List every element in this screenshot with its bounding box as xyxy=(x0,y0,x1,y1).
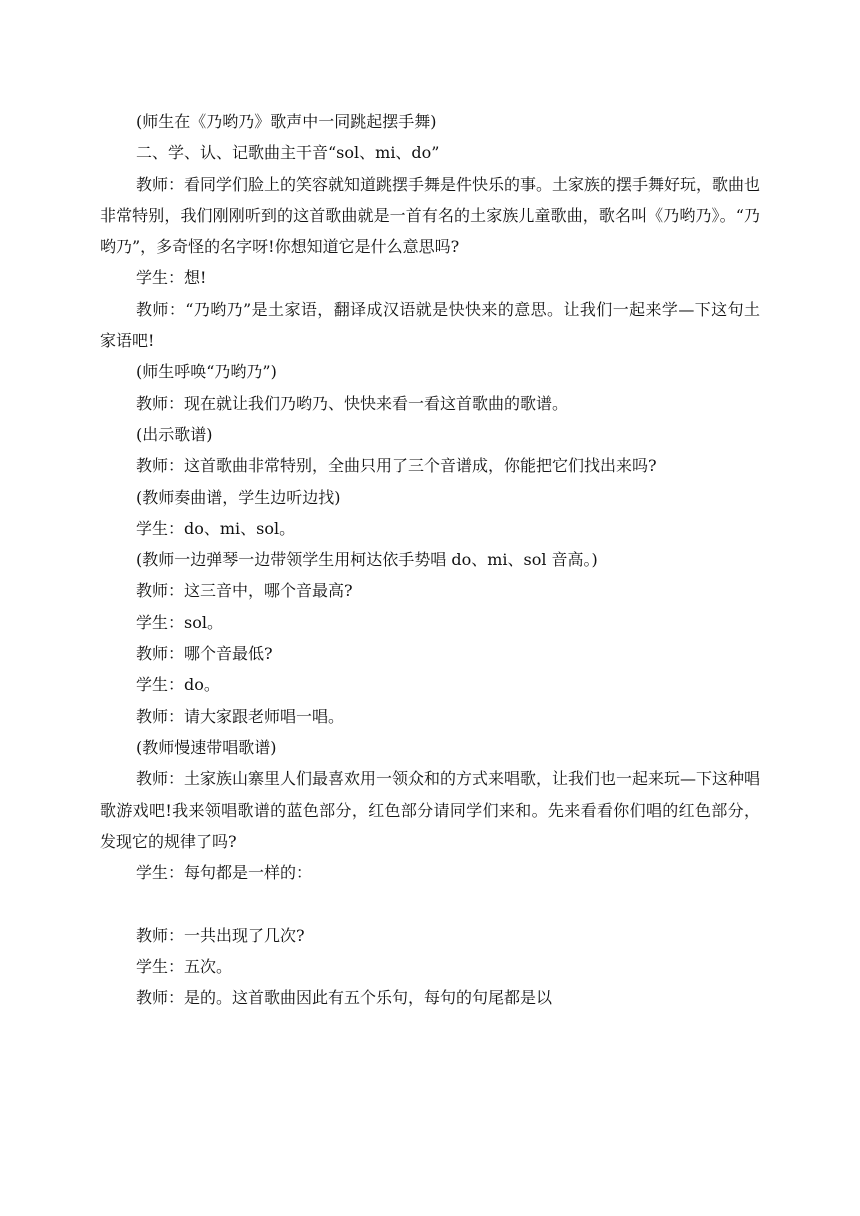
blank-line xyxy=(100,888,760,919)
paragraph: 教师：哪个音最低? xyxy=(136,644,273,664)
paragraph: 学生：想! xyxy=(136,268,207,288)
paragraph: (出示歌谱) xyxy=(136,424,213,444)
paragraph: 学生：每句都是一样的： xyxy=(136,863,313,883)
paragraph: 学生：五次。 xyxy=(136,957,233,977)
paragraph: (教师慢速带唱歌谱) xyxy=(136,737,277,757)
section-heading: 二、学、认、记歌曲主干音“sol、mi、do” xyxy=(136,143,440,163)
paragraph: (师生呼唤“乃哟乃”) xyxy=(136,362,277,382)
paragraph: (教师奏曲谱，学生边听边找) xyxy=(136,487,341,507)
paragraph: 教师：土家族山寨里人们最喜欢用一领众和的方式来唱歌，让我们也一起来玩—下这种唱歌游戏吧!我来领唱歌谱的蓝色部分，红色部分请同学们来和。先来看看你们唱的红色部分，发现它的规律了吗? xyxy=(100,769,761,851)
paragraph: 教师：现在就让我们乃哟乃、快快来看一看这首歌曲的歌谱。 xyxy=(136,393,569,413)
paragraph: 教师：看同学们脸上的笑容就知道跳摆手舞是件快乐的事。土家族的摆手舞好玩，歌曲也非常特别，我们刚刚听到的这首歌曲就是一首有名的土家族儿童歌曲，歌名叫《乃哟乃》。“乃哟乃”，多奇怪的名字呀!你想知道它是什么意思吗? xyxy=(100,174,761,257)
paragraph: 教师：请大家跟老师唱一唱。 xyxy=(136,706,345,726)
paragraph: 教师：一共出现了几次? xyxy=(136,925,305,945)
paragraph: 教师：“乃哟乃”是土家语，翻译成汉语就是快快来的意思。让我们一起来学—下这句土家语吧! xyxy=(100,299,760,351)
paragraph: 教师：是的。这首歌曲因此有五个乐句，每句的句尾都是以 xyxy=(136,988,553,1008)
paragraph: (教师一边弹琴一边带领学生用柯达依手势唱 do、mi、sol 音高。) xyxy=(136,550,598,570)
paragraph: 学生：do、mi、sol。 xyxy=(136,518,296,538)
paragraph: (师生在《乃哟乃》歌声中一同跳起摆手舞) xyxy=(136,112,437,131)
document-body xyxy=(100,106,760,1014)
paragraph: 教师：这首歌曲非常特别，全曲只用了三个音谱成，你能把它们找出来吗? xyxy=(136,456,657,476)
paragraph: 教师：这三音中，哪个音最高? xyxy=(136,581,353,601)
paragraph: 学生：sol。 xyxy=(136,612,223,632)
paragraph: 学生：do。 xyxy=(136,675,220,695)
